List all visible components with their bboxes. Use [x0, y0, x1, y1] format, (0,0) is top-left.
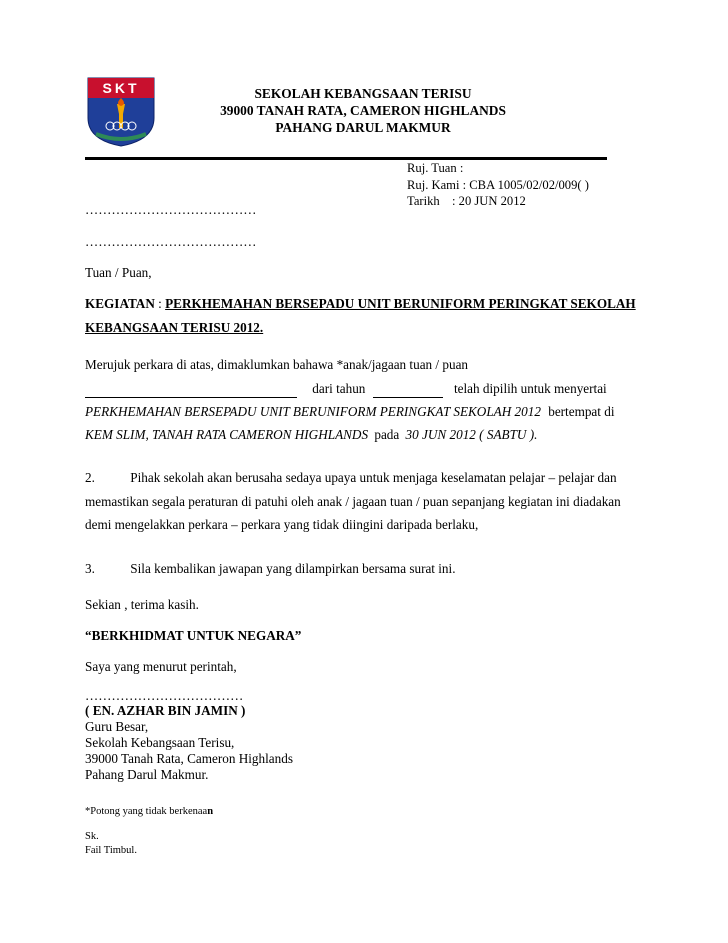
ref-ruj-kami: Ruj. Kami : CBA 1005/02/02/009( ) [407, 177, 589, 192]
p1-line-3 [85, 404, 615, 420]
signer-state: Pahang Darul Makmur. [85, 767, 209, 782]
signer-school: Sekolah Kebangsaan Terisu, [85, 735, 235, 750]
footnote-potong [85, 806, 213, 817]
footnote-bold-letter: n [207, 806, 214, 817]
logo-text: SKT [102, 80, 140, 96]
p1-date: 30 JUN 2012 ( SABTU ). [405, 427, 538, 442]
p1-line-4 [85, 427, 537, 443]
p1-dipilih: telah dipilih untuk menyertai [454, 381, 607, 396]
ref-ruj-tuan: Ruj. Tuan : [407, 161, 464, 175]
school-crest-logo [84, 74, 158, 148]
closing-order: Saya yang menurut perintah, [85, 659, 237, 674]
footnote-sk: Sk. [85, 831, 99, 842]
salutation: Tuan / Puan, [85, 265, 152, 280]
p3-number: 3. [85, 561, 95, 576]
ref-tarikh-value: : 20 JUN 2012 [452, 194, 526, 208]
p1-line-1: Merujuk perkara di atas, dimaklumkan bahawa *anak/jagaan tuan / puan [85, 357, 469, 372]
p1-pada: pada [374, 427, 400, 442]
p2-number: 2. [85, 470, 95, 485]
ref-tarikh-label: Tarikh [407, 194, 440, 208]
p2-text-1: Pihak sekolah akan berusaha sedaya upaya untuk menjaga keselamatan pelajar – pelajar dan [130, 470, 617, 485]
subject-colon: : [158, 296, 162, 311]
name-blank [85, 381, 297, 398]
signer-address: 39000 Tanah Rata, Cameron Highlands [85, 751, 293, 766]
school-address: 39000 TANAH RATA, CAMERON HIGHLANDS [220, 103, 506, 118]
p2-line-3: demi mengelakkan perkara – perkara yang tidak diingini daripada berlaku, [85, 517, 479, 532]
closing-motto: “BERKHIDMAT UNTUK NEGARA” [85, 628, 302, 643]
closing-thanks: Sekian , terima kasih. [85, 597, 199, 612]
signer-title: Guru Besar, [85, 719, 149, 734]
p1-place: KEM SLIM, TANAH RATA CAMERON HIGHLANDS [85, 427, 369, 442]
letterhead [160, 85, 566, 136]
reference-block [407, 160, 589, 210]
subject-label: KEGIATAN [85, 296, 155, 311]
p2-line-2: memastikan segala peraturan di patuhi oleh anak / jagaan tuan / puan sepanjang kegiatan ini diadakan [85, 494, 621, 509]
footnote-fail: Fail Timbul. [85, 845, 137, 856]
p1-bertempat: bertempat di [548, 404, 615, 419]
school-state: PAHANG DARUL MAKMUR [275, 120, 451, 135]
subject-line-1 [85, 296, 636, 312]
p1-line-2 [85, 381, 607, 398]
p2-line-1 [85, 470, 617, 486]
recipient-line-2: ………………………………… [85, 234, 257, 249]
subject-title-2: KEBANGSAAN TERISU 2012. [85, 320, 264, 335]
p3-line-1 [85, 561, 456, 577]
ref-tarikh [407, 193, 589, 210]
signer-name: ( EN. AZHAR BIN JAMIN ) [85, 703, 246, 718]
signature-line: ……………………………… [85, 688, 244, 703]
subject-title-1: PERKHEMAHAN BERSEPADU UNIT BERUNIFORM PERINGKAT SEKOLAH [165, 296, 636, 311]
footnote-text: *Potong yang tidak berkenaa [85, 806, 208, 817]
p1-dari-tahun: dari tahun [312, 381, 366, 396]
school-name: SEKOLAH KEBANGSAAN TERISU [254, 86, 472, 101]
p1-event: PERKHEMAHAN BERSEPADU UNIT BERUNIFORM PERINGKAT SEKOLAH 2012 [85, 404, 541, 419]
year-blank [373, 381, 443, 398]
recipient-line-1: ………………………………… [85, 202, 257, 217]
p3-text-1: Sila kembalikan jawapan yang dilampirkan bersama surat ini. [130, 561, 456, 576]
